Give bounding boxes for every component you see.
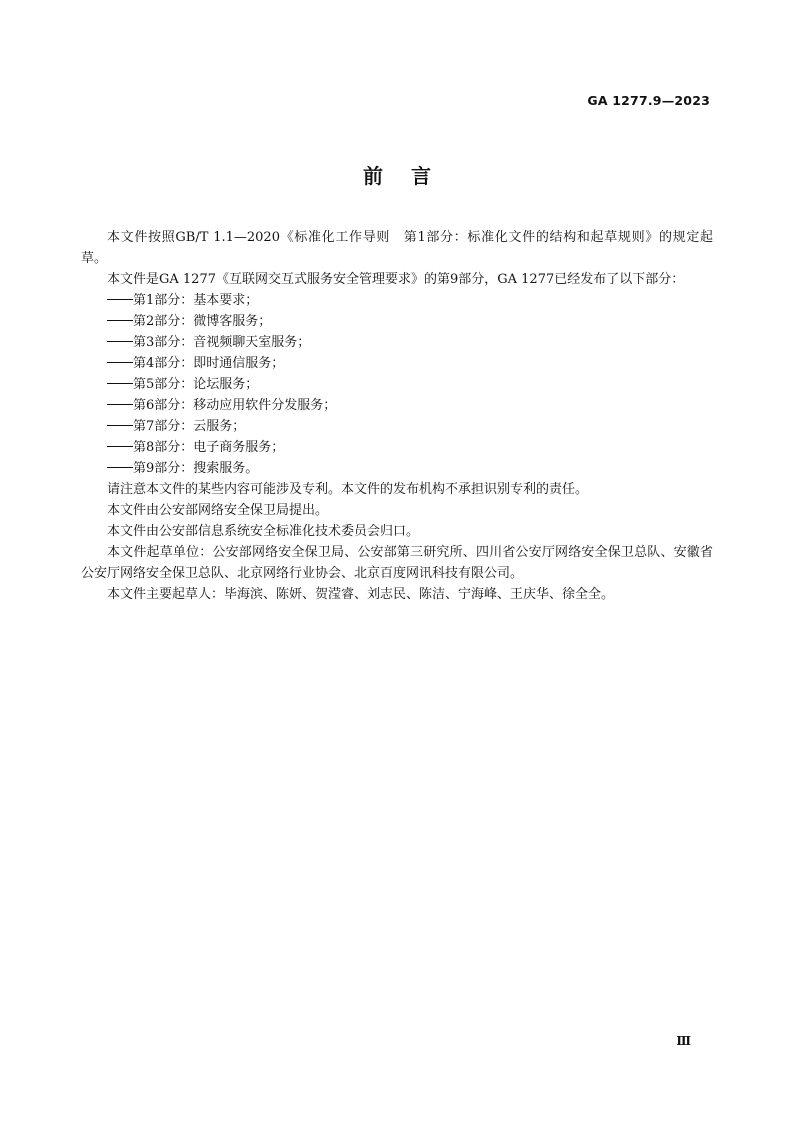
paragraph-drafters: 本文件主要起草人：毕海滨、陈妍、贺滢睿、刘志民、陈洁、宁海峰、王庆华、徐全全。 [107,587,615,602]
list-item [81,437,713,458]
list-item [81,395,713,416]
paragraph-drafting-units: 本文件起草单位：公安部网络安全保卫局、公安部第三研究所、四川省公安厅网络安全保卫总队、安徽省公安厅网络安全保卫总队、北京网络行业协会、北京百度网讯科技有限公司。 [81,545,713,581]
dash-icon [107,341,133,342]
list-item-text: 第7部分：云服务； [133,419,246,434]
paragraph-technical-committee: 本文件由公安部信息系统安全标准化技术委员会归口。 [107,524,420,539]
list-item [81,332,713,353]
list-item [81,416,713,437]
list-item-text: 第8部分：电子商务服务； [133,440,285,455]
dash-icon [107,362,133,363]
page-number: Ⅲ [676,1034,691,1048]
list-item-text: 第2部分：微博客服务； [133,314,272,329]
dash-icon [107,446,133,447]
paragraph-part-overview: 本文件是GA 1277《互联网交互式服务安全管理要求》的第9部分，GA 1277已经发布了以下部分： [107,272,685,287]
document-body [81,227,713,605]
list-item-text: 第5部分：论坛服务； [133,377,259,392]
list-item [81,353,713,374]
list-item [81,374,713,395]
list-item-text: 第6部分：移动应用软件分发服务； [133,398,337,413]
list-item-text: 第1部分：基本要求； [133,293,259,308]
list-item [81,290,713,311]
parts-list [81,290,713,479]
list-item-text: 第9部分：搜索服务。 [133,461,259,476]
dash-icon [107,320,133,321]
paragraph-patent-notice: 请注意本文件的某些内容可能涉及专利。本文件的发布机构不承担识别专利的责任。 [107,482,589,497]
list-item-text: 第4部分：即时通信服务； [133,356,285,371]
dash-icon [107,404,133,405]
dash-icon [107,299,133,300]
list-item [81,458,713,479]
list-item-text: 第3部分：音视频聊天室服务； [133,335,311,350]
list-item [81,311,713,332]
page-title: 前言 [363,164,459,188]
paragraph-drafting-rules: 本文件按照GB/T 1.1—2020《标准化工作导则 第1部分：标准化文件的结构和起草规则》的规定起草。 [81,230,713,266]
paragraph-proposer: 本文件由公安部网络安全保卫局提出。 [107,503,329,518]
standard-code: GA 1277.9—2023 [587,93,710,108]
dash-icon [107,425,133,426]
dash-icon [107,467,133,468]
dash-icon [107,383,133,384]
